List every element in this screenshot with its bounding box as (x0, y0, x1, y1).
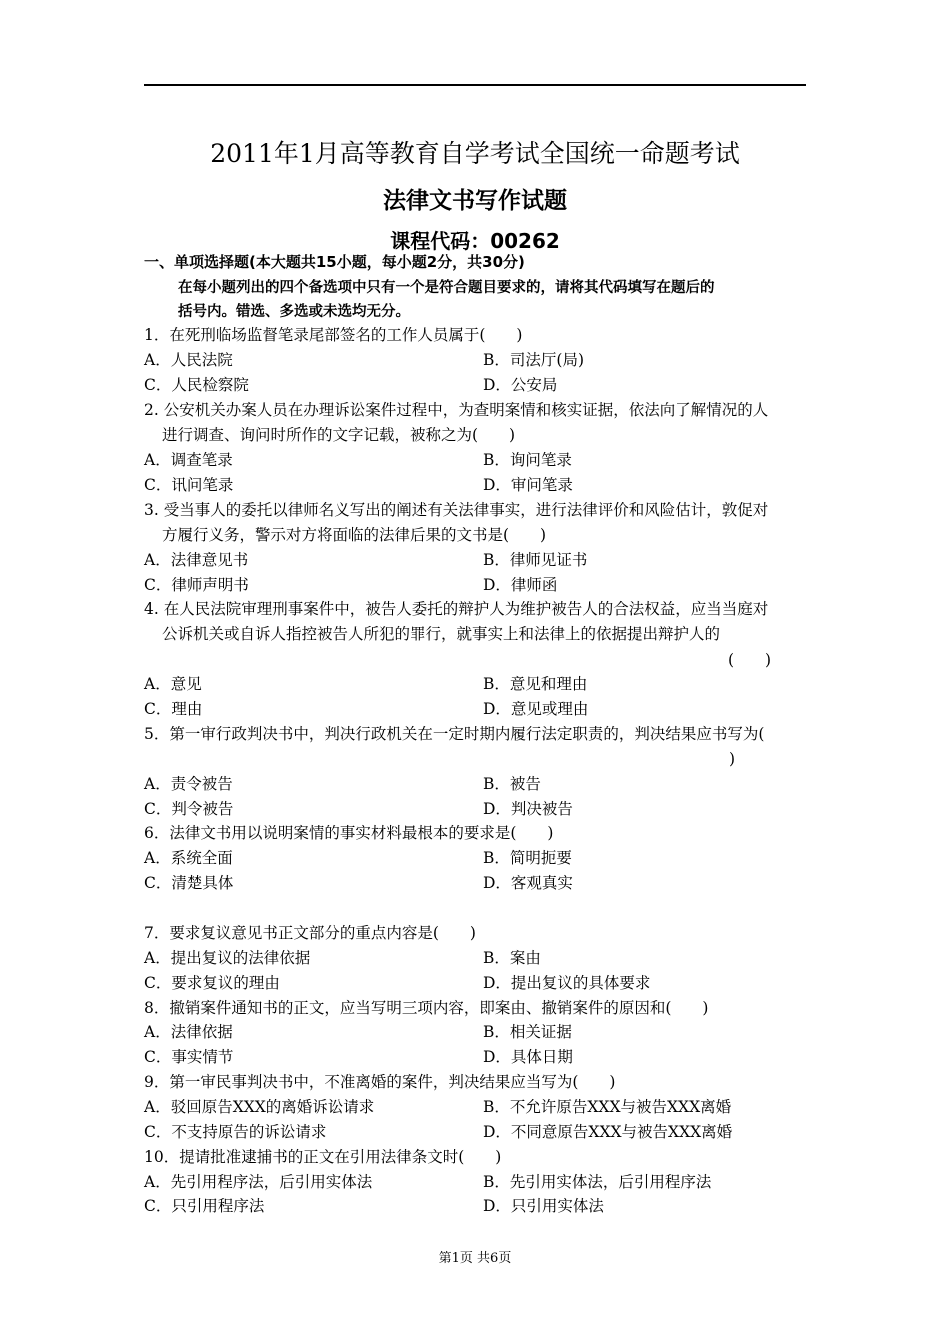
question-9-option-c: C．不支持原告的诉讼请求 (144, 1123, 327, 1141)
exam-title: 2011年1月高等教育自学考试全国统一命题考试 (210, 139, 740, 168)
question-8-option-b: B．相关证据 (483, 1023, 572, 1041)
question-10-option-a: A．先引用程序法，后引用实体法 (144, 1173, 373, 1191)
header-rule (144, 84, 806, 86)
question-5-option-d: D．判决被告 (483, 800, 573, 818)
question-10-option-c: C．只引用程序法 (144, 1197, 265, 1215)
question-8-option-c: C．事实情节 (144, 1048, 234, 1066)
question-9-option-b: B．不允许原告XXX与被告XXX离婚 (483, 1098, 732, 1116)
question-2-option-b: B．询问笔录 (483, 451, 572, 469)
question-5-answer-paren: ) (729, 750, 736, 768)
question-2-option-c: C．讯问笔录 (144, 476, 234, 494)
question-5-stem: 5．第一审行政判决书中，判决行政机关在一定时期内履行法定职责的，判决结果应书写为( (144, 725, 765, 743)
question-6-option-d: D．客观真实 (483, 874, 573, 892)
question-6-stem: 6．法律文书用以说明案情的事实材料最根本的要求是( ) (144, 824, 554, 842)
question-4-stem-line2: 公诉机关或自诉人指控被告人所犯的罪行，就事实上和法律上的依据提出辩护人的 (162, 625, 721, 643)
question-2-option-a: A．调查笔录 (144, 451, 233, 469)
question-4-option-b: B．意见和理由 (483, 675, 588, 693)
exam-subtitle: 法律文书写作试题 (383, 188, 567, 214)
question-1-option-a: A．人民法院 (144, 351, 233, 369)
question-5-option-a: A．责令被告 (144, 775, 233, 793)
question-10-option-b: B．先引用实体法，后引用程序法 (483, 1173, 712, 1191)
question-4-answer-paren: ( ) (728, 651, 772, 669)
question-9-stem: 9．第一审民事判决书中，不准离婚的案件，判决结果应当写为( ) (144, 1073, 616, 1091)
question-5-option-c: C．判令被告 (144, 800, 234, 818)
question-2-stem-line1: 2. 公安机关办案人员在办理诉讼案件过程中，为查明案情和核实证据，依法向了解情况的人 (144, 401, 769, 419)
question-2-option-d: D．审问笔录 (483, 476, 573, 494)
question-7-option-c: C．要求复议的理由 (144, 974, 280, 992)
question-8-option-a: A．法律依据 (144, 1023, 233, 1041)
question-7-option-d: D．提出复议的具体要求 (483, 974, 651, 992)
question-1-stem: 1．在死刑临场监督笔录尾部签名的工作人员属于( ) (144, 326, 523, 344)
question-6-option-b: B．简明扼要 (483, 849, 572, 867)
question-10-option-d: D．只引用实体法 (483, 1197, 604, 1215)
question-7-stem: 7．要求复议意见书正文部分的重点内容是( ) (144, 924, 476, 942)
section-heading: 一、单项选择题(本大题共15小题，每小题2分，共30分) (144, 253, 525, 271)
question-6-option-a: A．系统全面 (144, 849, 233, 867)
question-3-stem-line2: 方履行义务，警示对方将面临的法律后果的文书是( ) (162, 526, 547, 544)
question-3-option-b: B．律师见证书 (483, 551, 588, 569)
question-10-stem: 10．提请批准逮捕书的正文在引用法律条文时( ) (144, 1148, 502, 1166)
question-6-option-c: C．清楚具体 (144, 874, 234, 892)
question-7-option-a: A．提出复议的法律依据 (144, 949, 311, 967)
question-3-stem-line1: 3. 受当事人的委托以律师名义写出的阐述有关法律事实，进行法律评价和风险估计，敦促对 (144, 501, 769, 519)
section-instruction-line2: 括号内。错选、多选或未选均无分。 (178, 304, 410, 320)
section-instruction-line1: 在每小题列出的四个备选项中只有一个是符合题目要求的，请将其代码填写在题后的 (178, 280, 715, 296)
question-4-option-c: C．理由 (144, 700, 203, 718)
question-3-option-a: A．法律意见书 (144, 551, 249, 569)
question-2-stem-line2: 进行调查、询问时所作的文字记载，被称之为( ) (162, 426, 516, 444)
question-5-option-b: B．被告 (483, 775, 541, 793)
question-7-option-b: B．案由 (483, 949, 541, 967)
question-4-stem-line1: 4. 在人民法院审理刑事案件中，被告人委托的辩护人为维护被告人的合法权益，应当当庭对 (144, 600, 769, 618)
question-3-option-c: C．律师声明书 (144, 576, 249, 594)
question-3-option-d: D．律师函 (483, 576, 558, 594)
question-1-option-d: D．公安局 (483, 376, 558, 394)
question-9-option-a: A．驳回原告XXX的离婚诉讼请求 (144, 1098, 375, 1116)
question-8-option-d: D．具体日期 (483, 1048, 573, 1066)
question-4-option-d: D．意见或理由 (483, 700, 589, 718)
question-9-option-d: D．不同意原告XXX与被告XXX离婚 (483, 1123, 733, 1141)
question-4-option-a: A．意见 (144, 675, 202, 693)
question-1-option-b: B．司法厅(局) (483, 351, 584, 369)
course-code: 课程代码：00262 (390, 229, 560, 253)
question-8-stem: 8．撤销案件通知书的正文，应当写明三项内容，即案由、撤销案件的原因和( ) (144, 999, 709, 1017)
question-1-option-c: C．人民检察院 (144, 376, 249, 394)
page-footer: 第1页 共6页 (438, 1251, 512, 1266)
